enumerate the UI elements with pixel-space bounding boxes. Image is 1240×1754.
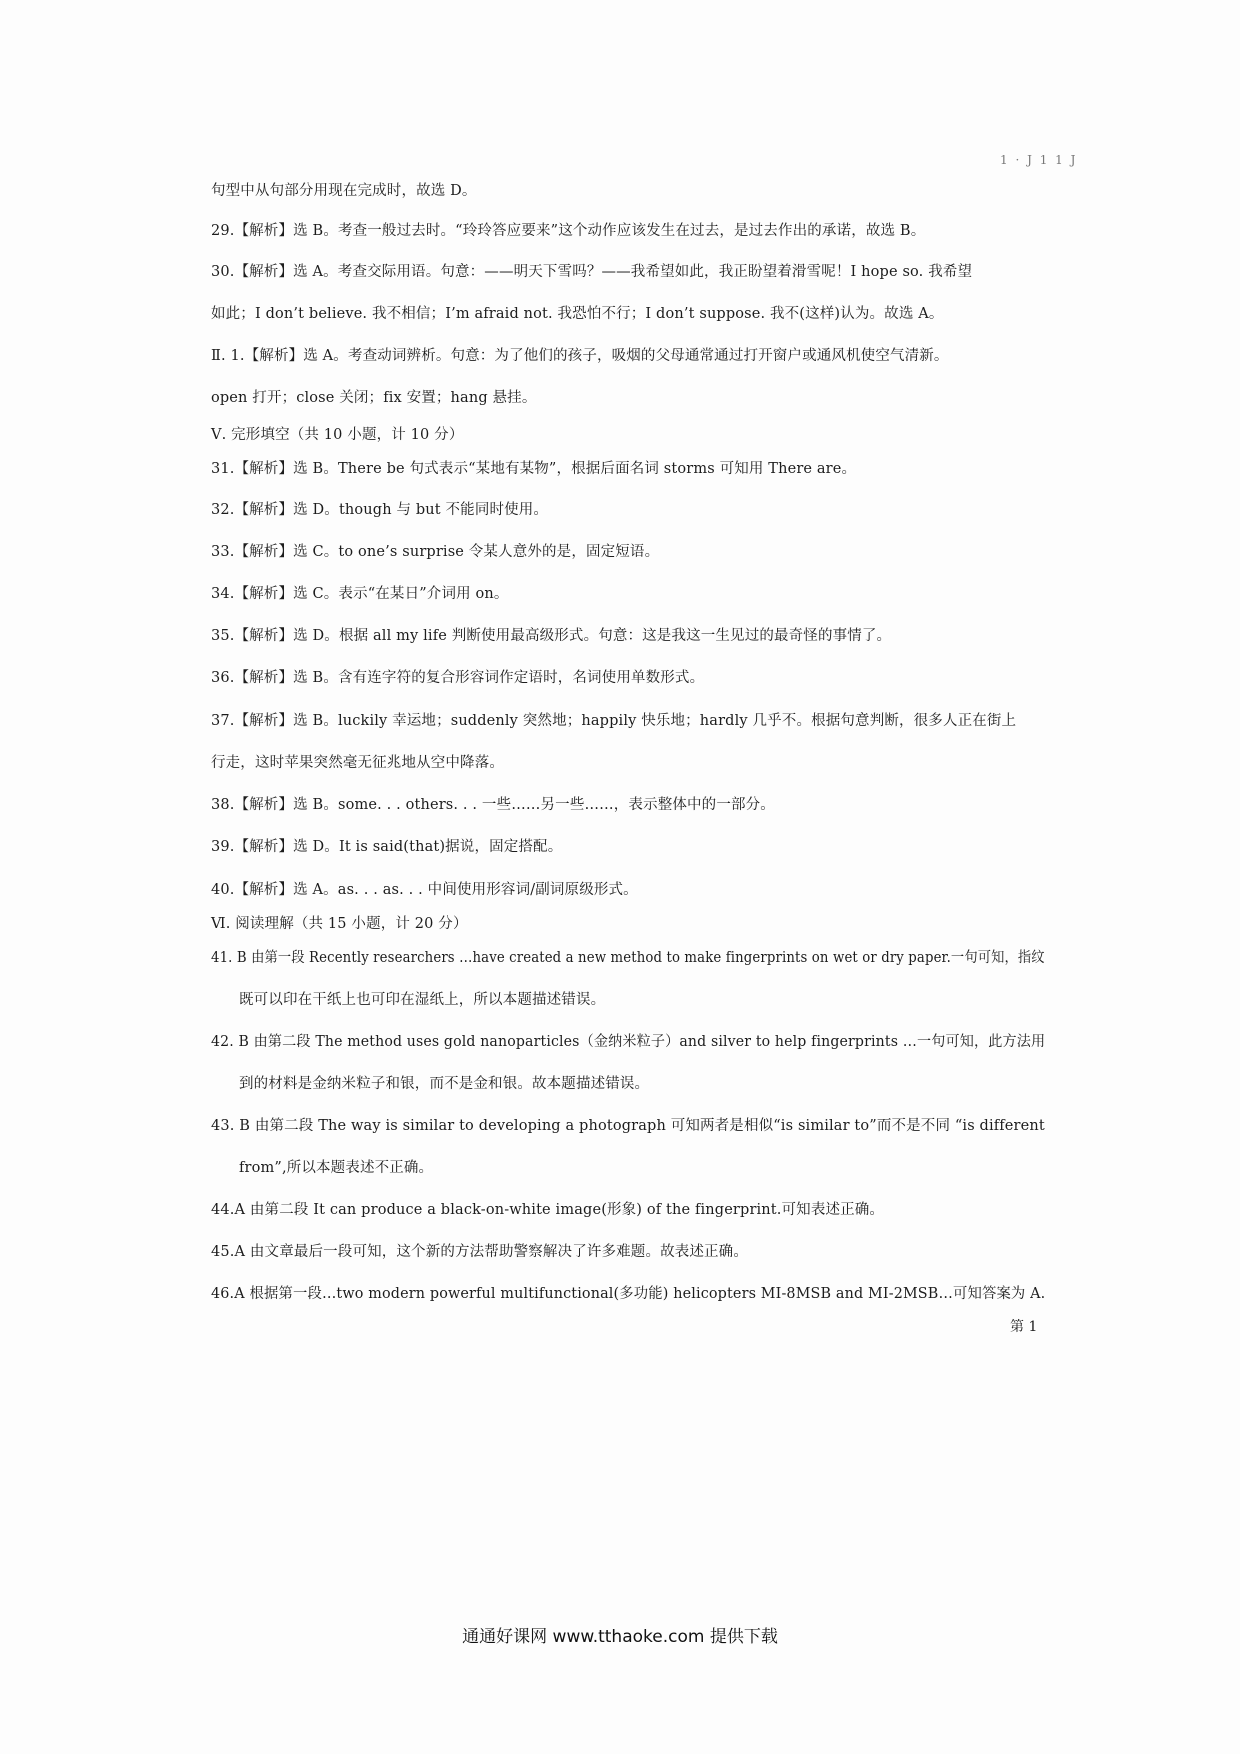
answer-30: 30.【解析】选 A。考查交际用语。句意：——明天下雪吗？——我希望如此，我正盼望着滑雪呢！I hope so. 我希望 <box>211 264 973 280</box>
answer-36: 36.【解析】选 B。含有连字符的复合形容词作定语时，名词使用单数形式。 <box>211 670 705 686</box>
answer-30-continued: 如此；I don’t believe. 我不相信；I’m afraid not. 我恐怕不行；I don’t suppose. 我不(这样)认为。故选 A。 <box>211 306 944 322</box>
answer-41-continued: 既可以印在干纸上也可印在湿纸上，所以本题描述错误。 <box>239 992 606 1008</box>
answer-43: 43. B 由第二段 The way is similar to developing a photograph 可知两者是相似“is similar to”而不是不同 “is different <box>211 1118 1045 1134</box>
answer-41: 41. B 由第一段 Recently researchers …have created a new method to make fingerprints on wet or dry paper.一句可知，指纹 <box>211 950 1045 966</box>
section-heading-cloze: Ⅴ. 完形填空（共 10 小题，计 10 分） <box>211 427 464 443</box>
answer-31: 31.【解析】选 B。There be 句式表示“某地有某物”，根据后面名词 storms 可知用 There are。 <box>211 461 857 477</box>
answer-35: 35.【解析】选 D。根据 all my life 判断使用最高级形式。句意：这是我这一生见过的最奇怪的事情了。 <box>211 628 892 644</box>
answer-32: 32.【解析】选 D。though 与 but 不能同时使用。 <box>211 502 549 518</box>
answer-37: 37.【解析】选 B。luckily 幸运地；suddenly 突然地；happily 快乐地；hardly 几乎不。根据句意判断，很多人正在街上 <box>211 713 1017 729</box>
answer-38: 38.【解析】选 B。some. . . others. . . 一些……另一些……，表示整体中的一部分。 <box>211 797 775 813</box>
answer-46: 46.A 根据第一段…two modern powerful multifunctional(多功能) helicopters MI-8MSB and MI-2MSB…可知答案为 A. <box>211 1286 1046 1302</box>
footer-download-notice: 通通好课网 www.tthaoke.com 提供下载 <box>462 1627 778 1647</box>
answer-33: 33.【解析】选 C。to one’s surprise 令某人意外的是，固定短语。 <box>211 544 660 560</box>
answer-37-continued: 行走，这时苹果突然毫无征兆地从空中降落。 <box>211 755 504 771</box>
answer-42: 42. B 由第二段 The method uses gold nanoparticles（金纳米粒子）and silver to help fingerprints …一句可知，此方法用 <box>211 1034 1046 1050</box>
section-heading-reading: Ⅵ. 阅读理解（共 15 小题，计 20 分） <box>211 916 468 932</box>
answer-40: 40.【解析】选 A。as. . . as. . . 中间使用形容词/副词原级形式。 <box>211 882 638 898</box>
answer-44: 44.A 由第二段 It can produce a black-on-white image(形象) of the fingerprint.可知表述正确。 <box>211 1202 885 1218</box>
corner-page-mark: 1 · J 1 1 J <box>1000 153 1078 167</box>
answer-34: 34.【解析】选 C。表示“在某日”介词用 on。 <box>211 586 509 602</box>
answer-39: 39.【解析】选 D。It is said(that)据说，固定搭配。 <box>211 839 563 855</box>
answer-42-continued: 到的材料是金纳米粒子和银，而不是金和银。故本题描述错误。 <box>239 1076 650 1092</box>
page-number: 第 1 <box>1010 1319 1038 1335</box>
answer-29: 29.【解析】选 B。考查一般过去时。“玲玲答应要来”这个动作应该发生在过去，是过去作出的承诺，故选 B。 <box>211 223 926 239</box>
answer-II-1-continued: open 打开；close 关闭；fix 安置；hang 悬挂。 <box>211 390 537 406</box>
answer-45: 45.A 由文章最后一段可知，这个新的方法帮助警察解决了许多难题。故表述正确。 <box>211 1244 748 1260</box>
text-line-1: 句型中从句部分用现在完成时，故选 D。 <box>211 183 477 199</box>
answer-II-1: Ⅱ. 1.【解析】选 A。考查动词辨析。句意：为了他们的孩子，吸烟的父母通常通过打开窗户或通风机使空气清新。 <box>211 348 949 364</box>
answer-43-continued: from”,所以本题表述不正确。 <box>239 1160 434 1176</box>
